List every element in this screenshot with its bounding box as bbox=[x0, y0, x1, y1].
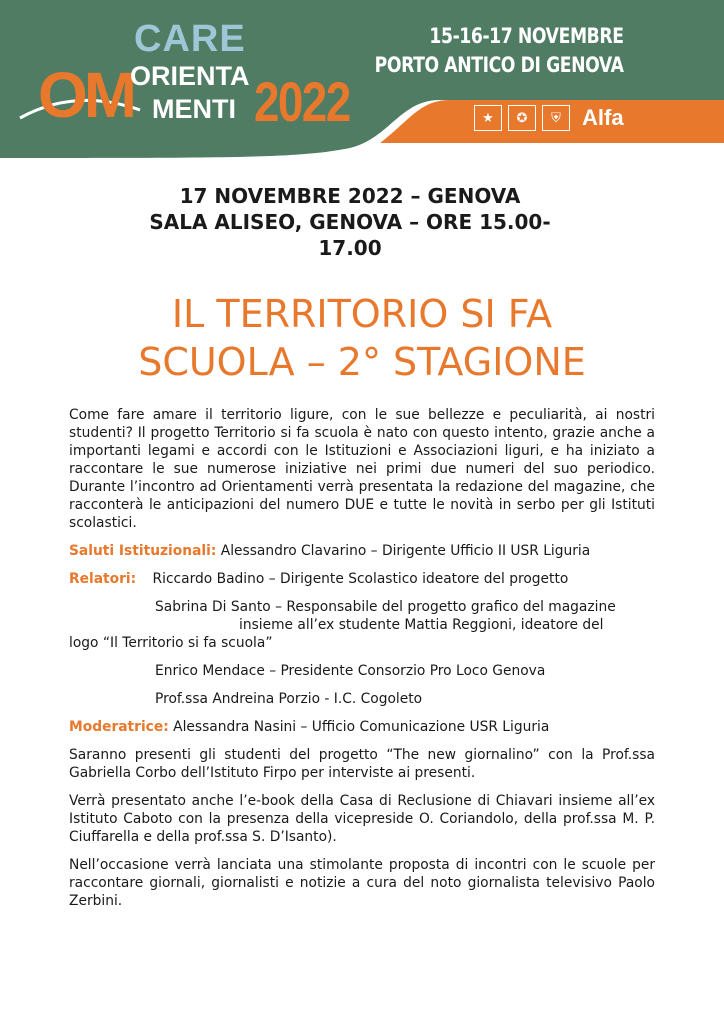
relatore-2-line-2: insieme all’ex studente Mattia Reggioni, ideatore del bbox=[239, 617, 604, 633]
relatore-1: Riccardo Badino – Dirigente Scolastico ideatore del progetto bbox=[152, 571, 569, 587]
logo-om-text: OM bbox=[38, 59, 134, 131]
logo-menti-text: MENTI bbox=[152, 94, 236, 124]
eu-flag-icon: ★ bbox=[474, 105, 502, 131]
relatore-2-block bbox=[69, 598, 655, 652]
moderatrice-text: Alessandra Nasini – Ufficio Comunicazione USR Liguria bbox=[168, 719, 550, 735]
logo-care-text: CARE bbox=[134, 18, 246, 60]
paragraph-ebook: Verrà presentato anche l’e-book della Casa di Reclusione di Chiavari insieme all’ex Istituto Caboto con la presenza della vicepreside O. Coriandolo, della prof.ssa M. P. Ciuffarella e della prof.ssa S. D’Isanto). bbox=[69, 793, 655, 845]
moderatrice-label: Moderatrice: bbox=[69, 719, 169, 735]
relatore-3: Enrico Mendace – Presidente Consorzio Pro Loco Genova bbox=[155, 663, 546, 679]
relatori-row bbox=[69, 570, 655, 588]
saluti-text: Alessandro Clavarino – Dirigente Ufficio II USR Liguria bbox=[216, 543, 591, 559]
italian-republic-emblem-icon: ✪ bbox=[508, 105, 536, 131]
event-title bbox=[60, 290, 664, 386]
alfa-logo: Alfa bbox=[582, 105, 624, 130]
dates-line-1: 15-16-17 NOVEMBRE bbox=[429, 24, 624, 48]
header-banner bbox=[0, 0, 724, 160]
event-date-line-1: 17 NOVEMBRE 2022 – GENOVA bbox=[179, 184, 521, 208]
liguria-region-emblem-icon: ⛨ bbox=[542, 105, 570, 131]
logo-year-text: 2022 bbox=[254, 70, 350, 133]
relatore-4: Prof.ssa Andreina Porzio - I.C. Cogoleto bbox=[155, 691, 423, 707]
relatore-2-line-1: Sabrina Di Santo – Responsabile del progetto grafico del magazine bbox=[155, 599, 616, 615]
partner-logos bbox=[474, 103, 624, 133]
moderatrice-row bbox=[69, 718, 655, 736]
body-content bbox=[69, 406, 655, 920]
relatori-label: Relatori: bbox=[69, 571, 137, 587]
dates-line-2: PORTO ANTICO DI GENOVA bbox=[375, 53, 624, 77]
title-line-2: SCUOLA – 2° STAGIONE bbox=[138, 340, 586, 384]
intro-paragraph: Come fare amare il territorio ligure, con le sue bellezze e peculiarità, ai nostri studenti? Il progetto Territorio si fa scuola è nato con questo intento, grazie anche a importanti legami e accordi con le Istituzioni e Associazioni liguri, e ha iniziato a raccontare le sue numerose iniziative nei primi due numeri del suo periodico. Durante l’incontro ad Orientamenti verrà presentata la redazione del magazine, che racconterà le anticipazioni del numero DUE e tutte le novità in serbo per gli Istituti scolastici. bbox=[69, 407, 655, 531]
event-date-line-3: 17.00 bbox=[318, 236, 382, 260]
saluti-row bbox=[69, 542, 655, 560]
relatore-2-line-3: logo “Il Territorio si fa scuola” bbox=[69, 635, 273, 651]
event-date-block bbox=[100, 183, 600, 261]
title-line-1: IL TERRITORIO SI FA bbox=[171, 292, 553, 336]
paragraph-proposal: Nell’occasione verrà lanciata una stimolante proposta di incontri con le scuole per raccontare giornali, giornalisti e notizie a cura del noto giornalista televisivo Paolo Zerbini. bbox=[69, 857, 655, 909]
logo-orienta-text: ORIENTA bbox=[130, 61, 250, 91]
event-date-line-2: SALA ALISEO, GENOVA – ORE 15.00- bbox=[149, 210, 551, 234]
saluti-label: Saluti Istituzionali: bbox=[69, 543, 217, 559]
event-dates bbox=[375, 22, 624, 80]
paragraph-students: Saranno presenti gli studenti del progetto “The new giornalino” con la Prof.ssa Gabriella Corbo dell’Istituto Firpo per interviste ai presenti. bbox=[69, 747, 655, 781]
